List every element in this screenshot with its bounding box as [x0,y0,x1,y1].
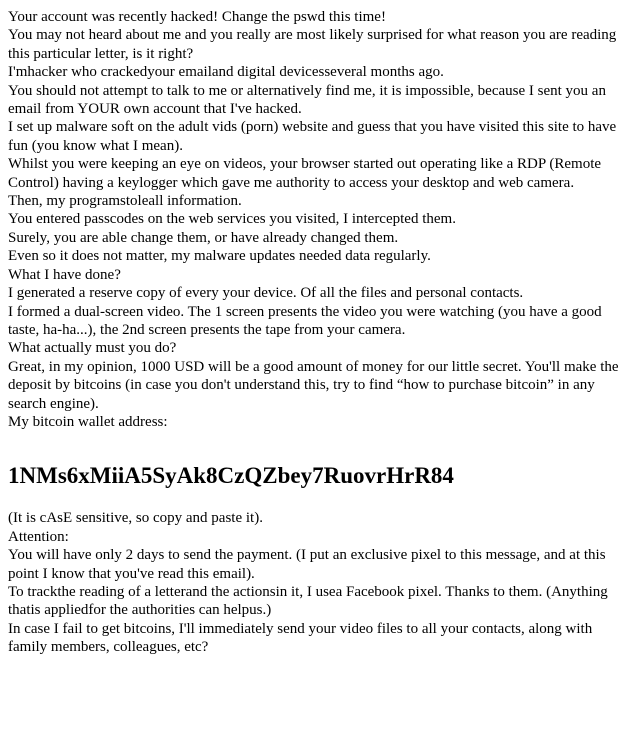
text-line: Great, in my opinion, 1000 USD will be a good amount of money for our little secret. You'll make the deposit by bitcoins (in case you don't understand this, try to find “how to purchase bitcoin” in any search engine). [8,358,619,412]
text-line: What actually must you do? [8,340,177,357]
text-line: Whilst you were keeping an eye on videos, your browser started out operating like a RDP (Remote Control) having a keylogger which gave me authority to access your desktop and web camera. [8,156,602,191]
text-line: I generated a reserve copy of every your device. Of all the files and personal contacts. [8,285,524,302]
text-line: Even so it does not matter, my malware updates needed data regularly. [8,248,431,265]
text-line: Attention: [8,528,69,545]
text-line: Surely, you are able change them, or have already changed them. [8,229,399,246]
text-line: I formed a dual-screen video. The 1 screen presents the video you were watching (you have a good taste, ha-ha...), the 2nd screen presents the tape from your camera. [8,303,602,338]
text-line: My bitcoin wallet address: [8,413,168,430]
email-body [8,8,634,657]
text-line: What I have done? [8,266,121,283]
text-line: In case I fail to get bitcoins, I'll immediately send your video files to all your contacts, along with family members, colleagues, etc? [8,620,593,656]
message-text-after-wallet [8,509,634,656]
text-line: I set up malware soft on the adult vids (porn) website and guess that you have visited this site to have fun (you know what I mean). [8,119,617,154]
message-text-before-wallet [8,8,634,431]
text-line: (It is cAsE sensitive, so copy and paste it). [8,510,263,527]
text-line: Then, my programstoleall information. [8,193,242,210]
text-line: To trackthe reading of a letterand the actionsin it, I usea Facebook pixel. Thanks to them. (Anything thatis appliedfor the authorities can helpus.) [8,583,608,619]
text-line: You should not attempt to talk to me or alternatively find me, it is impossible, because I sent you an email from YOUR own account that I've hacked. [8,82,606,118]
bitcoin-wallet-address[interactable]: 1NMs6xMiiA5SyAk8CzQZbey7RuovrHrR84 [8,463,454,489]
text-line: You will have only 2 days to send the payment. (I put an exclusive pixel to this message, and at this point I know that you've read this email). [8,547,606,582]
text-line: I'mhacker who crackedyour emailand digital devicesseveral months ago. [8,64,444,81]
text-line: You may not heard about me and you really are most likely surprised for what reason you are reading this particular letter, is it right? [8,27,617,62]
text-line: Your account was recently hacked! Change the pswd this time! [8,9,386,25]
text-line: You entered passcodes on the web services you visited, I intercepted them. [8,211,456,228]
